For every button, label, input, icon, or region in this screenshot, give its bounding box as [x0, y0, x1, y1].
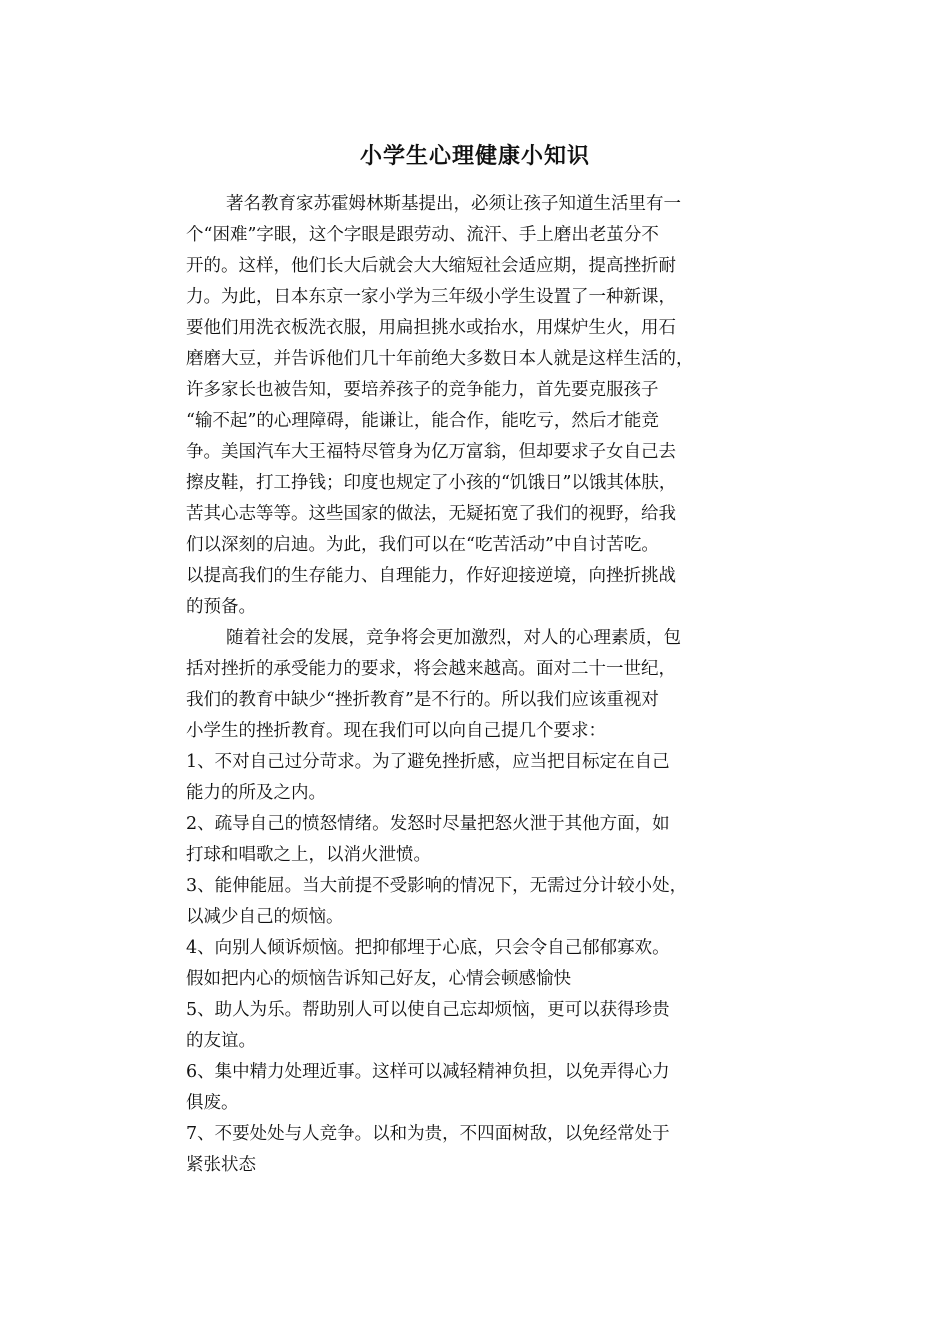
list-item [186, 933, 766, 995]
text-line: 6、集中精力处理近事。这样可以减轻精神负担，以免弄得心力 [186, 1062, 670, 1082]
text-line: 的友谊。 [186, 1031, 256, 1051]
text-line: 7、不要处处与人竞争。以和为贵，不四面树敌，以免经常处于 [186, 1124, 670, 1144]
text-line: “输不起”的心理障碍，能谦让，能合作，能吃亏，然后才能竞 [186, 411, 659, 431]
text-line: 打球和唱歌之上，以消火泄愤。 [186, 845, 431, 865]
text-line: 许多家长也被告知，要培养孩子的竞争能力，首先要克服孩子 [186, 380, 659, 400]
text-line: 苦其心志等等。这些国家的做法，无疑拓宽了我们的视野，给我 [186, 504, 676, 524]
text-line: 随着社会的发展，竞争将会更加激烈，对人的心理素质，包 [226, 628, 681, 648]
text-line: 我们的教育中缺少“挫折教育”是不行的。所以我们应该重视对 [186, 690, 659, 710]
list-item [186, 1119, 766, 1181]
text-line: 以减少自己的烦恼。 [186, 907, 344, 927]
text-line: 擦皮鞋，打工挣钱；印度也规定了小孩的“饥饿日”以饿其体肤， [186, 473, 677, 493]
text-line: 1、不对自己过分苛求。为了避免挫折感，应当把目标定在自己 [186, 752, 670, 772]
text-line: 能力的所及之内。 [186, 783, 326, 803]
text-line: 俱废。 [186, 1093, 239, 1113]
document-body [186, 189, 766, 1181]
text-line: 4、向别人倾诉烦恼。把抑郁埋于心底，只会令自己郁郁寡欢。 [186, 938, 670, 958]
text-line: 个“困难”字眼，这个字眼是跟劳动、流汗、手上磨出老茧分不 [186, 225, 659, 245]
list-item [186, 1057, 766, 1119]
document-title: 小学生心理健康小知识 [359, 143, 590, 169]
list-item [186, 995, 766, 1057]
text-line: 们以深刻的启迪。为此，我们可以在“吃苦活动”中自讨苦吃。 [186, 535, 659, 555]
text-line: 括对挫折的承受能力的要求，将会越来越高。面对二十一世纪， [186, 659, 676, 679]
text-line: 的预备。 [186, 597, 256, 617]
text-line: 小学生的挫折教育。现在我们可以向自己提几个要求： [186, 721, 606, 741]
text-line: 假如把内心的烦恼告诉知己好友，心情会顿感愉快 [186, 969, 571, 989]
requirements-list [186, 747, 766, 1181]
text-line: 磨磨大豆，并告诉他们几十年前绝大多数日本人就是这样生活的， [186, 349, 694, 369]
list-item [186, 809, 766, 871]
text-line: 3、能伸能屈。当大前提不受影响的情况下，无需过分计较小处， [186, 876, 688, 896]
text-line: 5、助人为乐。帮助别人可以使自己忘却烦恼，更可以获得珍贵 [186, 1000, 670, 1020]
text-line: 争。美国汽车大王福特尽管身为亿万富翁，但却要求子女自己去 [186, 442, 676, 462]
paragraph-intro [186, 189, 766, 623]
text-line: 开的。这样，他们长大后就会大大缩短社会适应期，提高挫折耐 [186, 256, 676, 276]
text-line: 著名教育家苏霍姆林斯基提出，必须让孩子知道生活里有一 [226, 194, 681, 214]
list-item [186, 747, 766, 809]
text-line: 力。为此，日本东京一家小学为三年级小学生设置了一种新课， [186, 287, 676, 307]
text-line: 以提高我们的生存能力、自理能力，作好迎接逆境，向挫折挑战 [186, 566, 676, 586]
text-line: 2、疏导自己的愤怒情绪。发怒时尽量把怒火泄于其他方面，如 [186, 814, 670, 834]
text-line: 紧张状态 [186, 1155, 256, 1175]
text-line: 要他们用洗衣板洗衣服，用扁担挑水或抬水，用煤炉生火，用石 [186, 318, 676, 338]
paragraph-requirements-intro [186, 623, 766, 747]
list-item [186, 871, 766, 933]
